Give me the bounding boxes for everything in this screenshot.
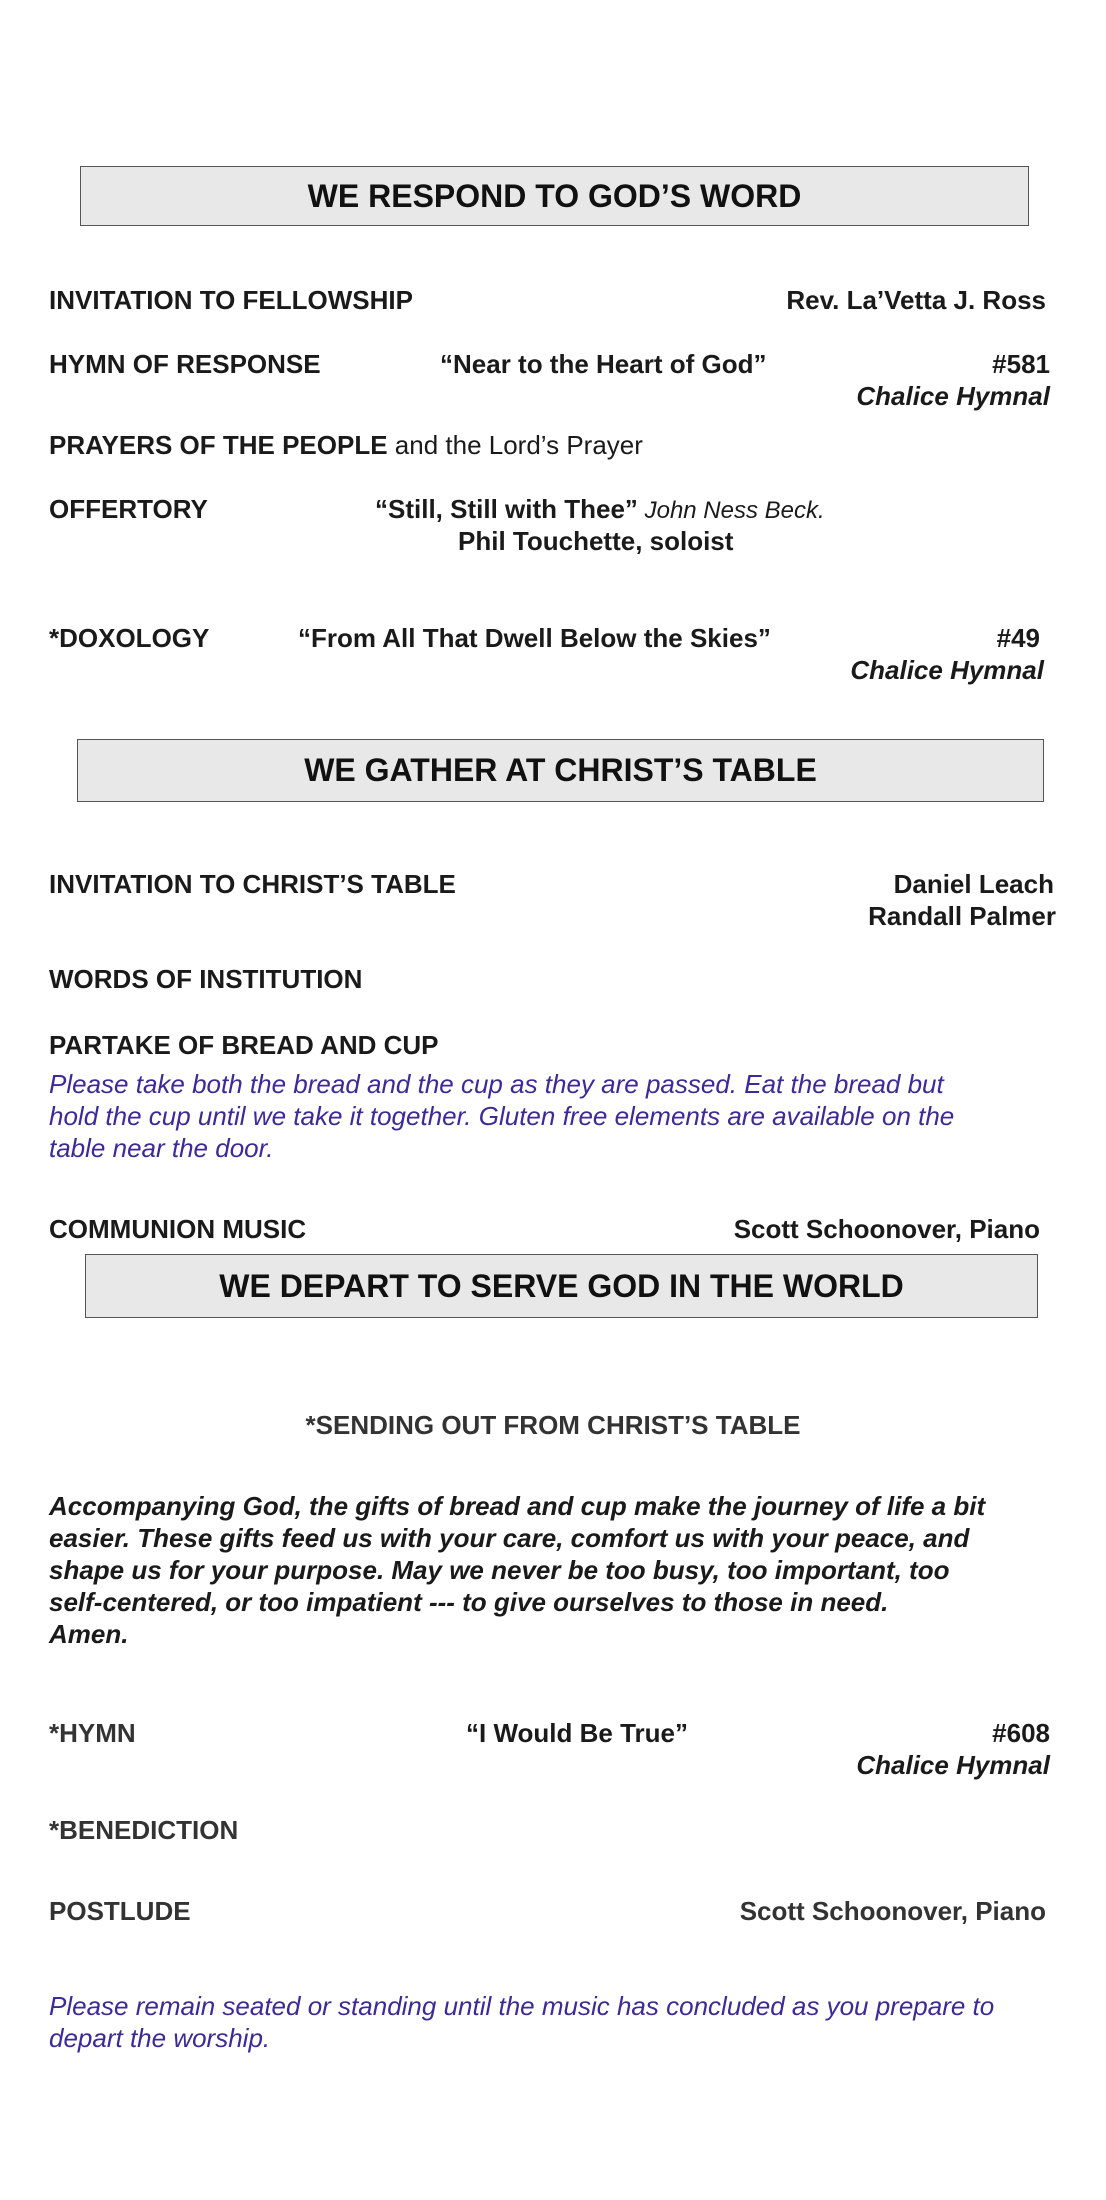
closing-note-1: Please remain seated or standing until the music has concluded as you prepare to — [49, 1991, 995, 2021]
partake-note-3: table near the door. — [49, 1133, 274, 1163]
partake-label: PARTAKE OF BREAD AND CUP — [49, 1030, 439, 1060]
hymn-response-number: #581 — [992, 349, 1050, 379]
hymn-number: #608 — [992, 1718, 1050, 1748]
hymn-response-label: HYMN OF RESPONSE — [49, 349, 321, 379]
prayers-label: PRAYERS OF THE PEOPLE — [49, 430, 388, 460]
postlude-performer-line — [740, 1895, 1046, 1927]
hymn-book: Chalice Hymnal — [856, 1750, 1050, 1780]
sending-heading: *SENDING OUT FROM CHRIST’S TABLE — [305, 1410, 801, 1440]
fellowship-leader: Rev. La’Vetta J. Ross — [786, 285, 1046, 315]
hymn-label: *HYMN — [49, 1718, 136, 1748]
doxology-number: #49 — [996, 623, 1040, 653]
closing-note-2: depart the worship. — [49, 2023, 271, 2053]
communion-music-performer: Scott Schoonover — [733, 1214, 955, 1244]
hymn-response-book: Chalice Hymnal — [856, 381, 1050, 411]
section-banner-depart — [85, 1254, 1038, 1318]
sending-prayer-4: self-centered, or too impatient --- to give ourselves to those in need. — [49, 1587, 889, 1617]
prayers-line — [49, 429, 643, 461]
communion-music-label: COMMUNION MUSIC — [49, 1214, 307, 1244]
offertory-title: “Still, Still with Thee” — [375, 494, 638, 524]
section-title: WE DEPART TO SERVE GOD IN THE WORLD — [219, 1267, 904, 1304]
doxology-title: “From All That Dwell Below the Skies” — [298, 623, 771, 653]
section-title: WE GATHER AT CHRIST’S TABLE — [304, 752, 817, 788]
benediction-label: *BENEDICTION — [49, 1815, 239, 1845]
partake-note-2: hold the cup until we take it together. Gluten free elements are available on the — [49, 1101, 955, 1131]
invitation-table-leader-1: Daniel Leach — [893, 869, 1054, 899]
invitation-table-leader-2: Randall Palmer — [868, 901, 1056, 931]
prayers-rest: and the Lord’s Prayer — [387, 430, 643, 460]
offertory-title-line — [375, 493, 825, 527]
postlude-label: POSTLUDE — [49, 1896, 191, 1926]
section-banner-gather — [77, 739, 1044, 802]
invitation-table-label: INVITATION TO CHRIST’S TABLE — [49, 869, 456, 899]
communion-music-instrument: , Piano — [954, 1214, 1040, 1244]
offertory-label: OFFERTORY — [49, 494, 208, 524]
doxology-label: *DOXOLOGY — [49, 623, 210, 653]
offertory-soloist: Phil Touchette, soloist — [458, 526, 734, 556]
hymn-title: “I Would Be True” — [466, 1718, 688, 1748]
postlude-performer: Scott Schoonover — [739, 1896, 961, 1926]
partake-note-1: Please take both the bread and the cup as they are passed. Eat the bread but — [49, 1069, 944, 1099]
postlude-instrument: , Piano — [960, 1896, 1046, 1926]
sending-prayer-1: Accompanying God, the gifts of bread and cup make the journey of life a bit — [49, 1491, 986, 1521]
doxology-book: Chalice Hymnal — [850, 655, 1044, 685]
communion-music-performer-line — [734, 1213, 1040, 1245]
offertory-composer: John Ness Beck. — [637, 497, 825, 524]
institution-label: WORDS OF INSTITUTION — [49, 964, 363, 994]
hymn-response-title: “Near to the Heart of God” — [440, 349, 767, 379]
section-title: WE RESPOND TO GOD’S WORD — [307, 177, 802, 214]
fellowship-label: INVITATION TO FELLOWSHIP — [49, 285, 413, 315]
section-banner-respond — [80, 166, 1029, 226]
sending-prayer-2: easier. These gifts feed us with your care, comfort us with your peace, and — [49, 1523, 970, 1553]
sending-prayer-3: shape us for your purpose. May we never be too busy, too important, too — [49, 1555, 950, 1585]
sending-prayer-5: Amen. — [49, 1619, 129, 1649]
